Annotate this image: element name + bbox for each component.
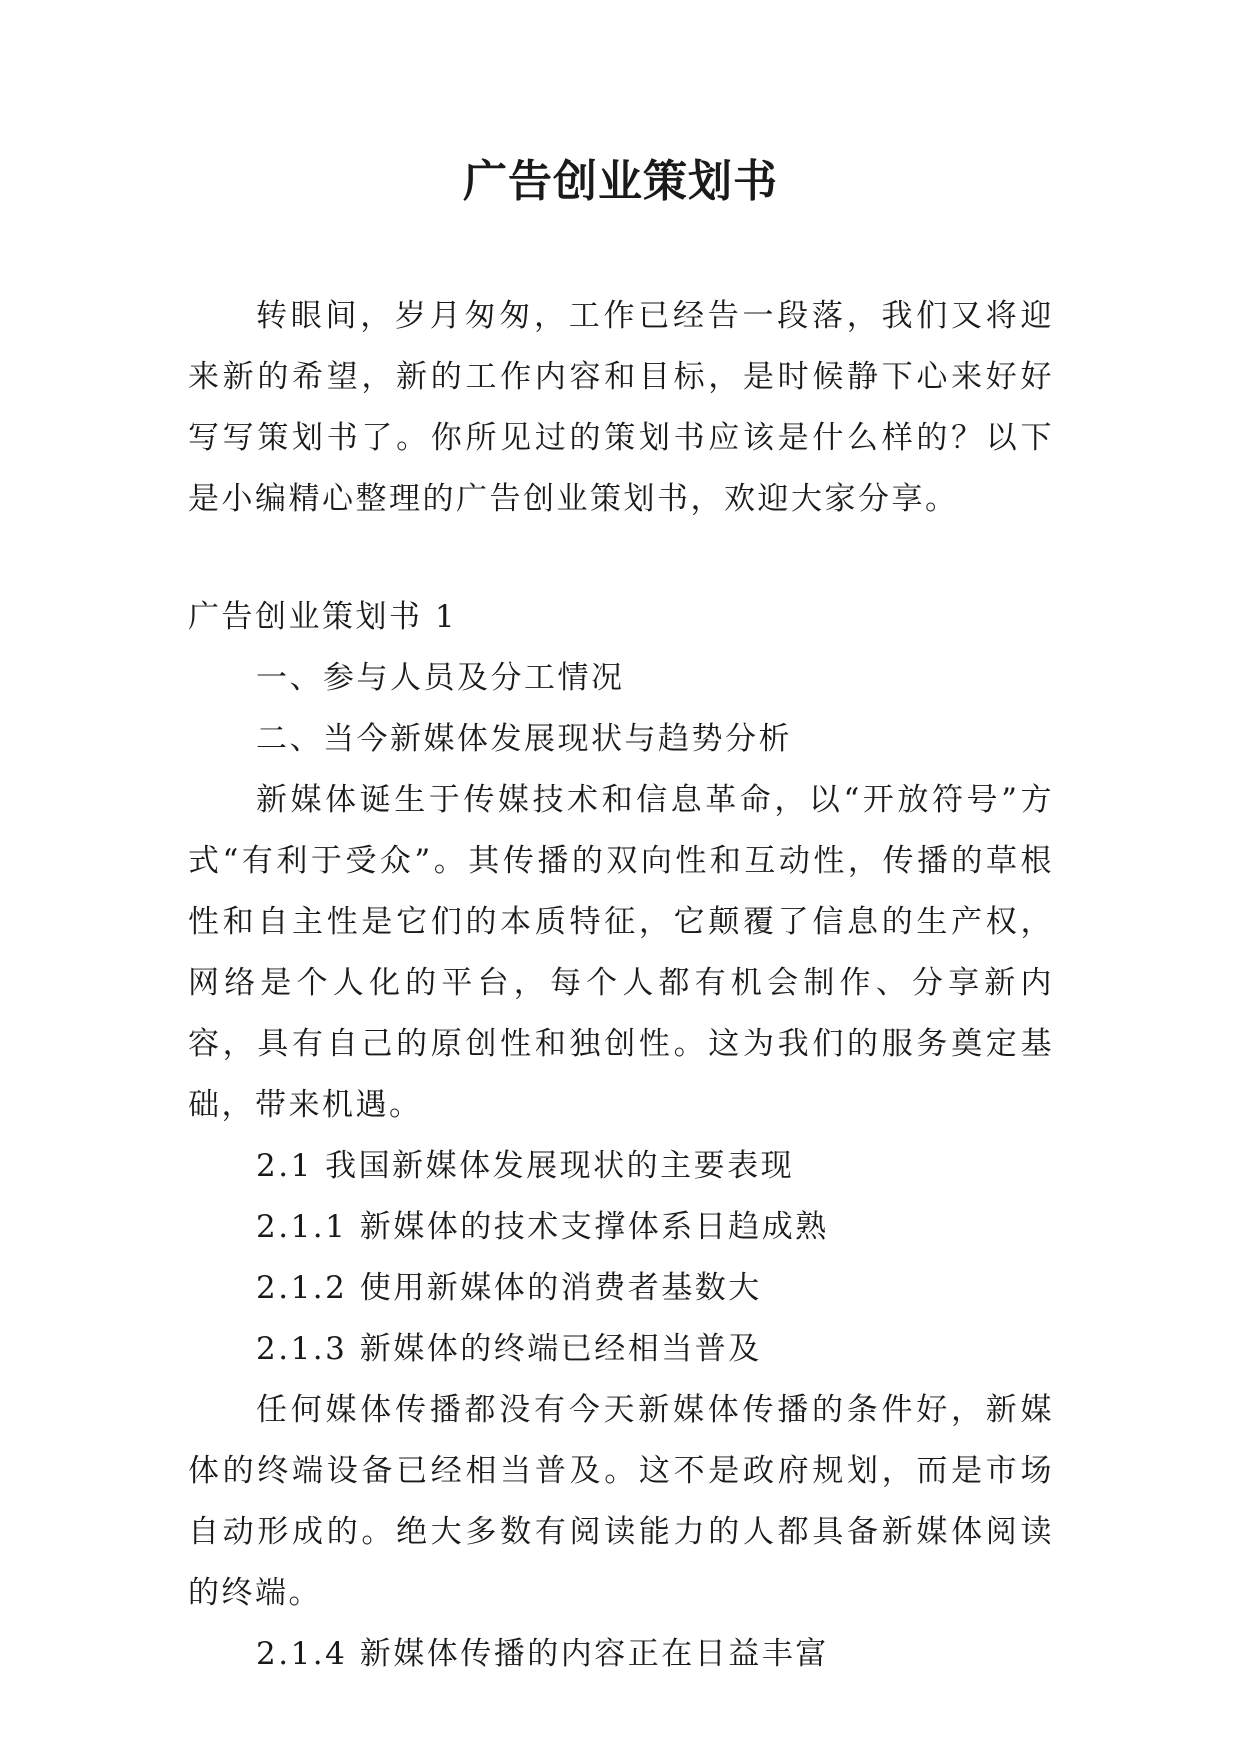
paragraph-spacer: [188, 530, 1054, 587]
subheading-2-1-2: 2.1.2 使用新媒体的消费者基数大: [256, 1270, 762, 1306]
subheading-2-1: 2.1 我国新媒体发展现状的主要表现: [256, 1148, 795, 1184]
intro-paragraph: 转眼间，岁月匆匆，工作已经告一段落，我们又将迎来新的希望，新的工作内容和目标，是时候静下心来好好写写策划书了。你所见过的策划书应该是什么样的？以下是小编精心整理的广告创业策划书，欢迎大家分享。: [188, 298, 1054, 517]
document-title: 广告创业策划书: [463, 156, 778, 207]
new-media-paragraph: 新媒体诞生于传媒技术和信息革命，以“开放符号”方式“有利于受众”。其传播的双向性和互动性，传播的草根性和自主性是它们的本质特征，它颠覆了信息的生产权，网络是个人化的平台，每个人都有机会制作、分享新内容，具有自己的原创性和独创性。这为我们的服务奠定基础，带来机遇。: [188, 782, 1054, 1123]
terminal-paragraph: 任何媒体传播都没有今天新媒体传播的条件好，新媒体的终端设备已经相当普及。这不是政府规划，而是市场自动形成的。绝大多数有阅读能力的人都具备新媒体阅读的终端。: [188, 1392, 1054, 1611]
outline-item-2: 二、当今新媒体发展现状与趋势分析: [256, 721, 792, 757]
document-body: [188, 286, 1054, 1685]
subheading-2-1-4: 2.1.4 新媒体传播的内容正在日益丰富: [256, 1636, 829, 1672]
outline-item-1: 一、参与人员及分工情况: [256, 660, 625, 696]
section-title: 广告创业策划书 1: [188, 599, 458, 635]
subheading-2-1-3: 2.1.3 新媒体的终端已经相当普及: [256, 1331, 762, 1367]
subheading-2-1-1: 2.1.1 新媒体的技术支撑体系日趋成熟: [256, 1209, 829, 1245]
